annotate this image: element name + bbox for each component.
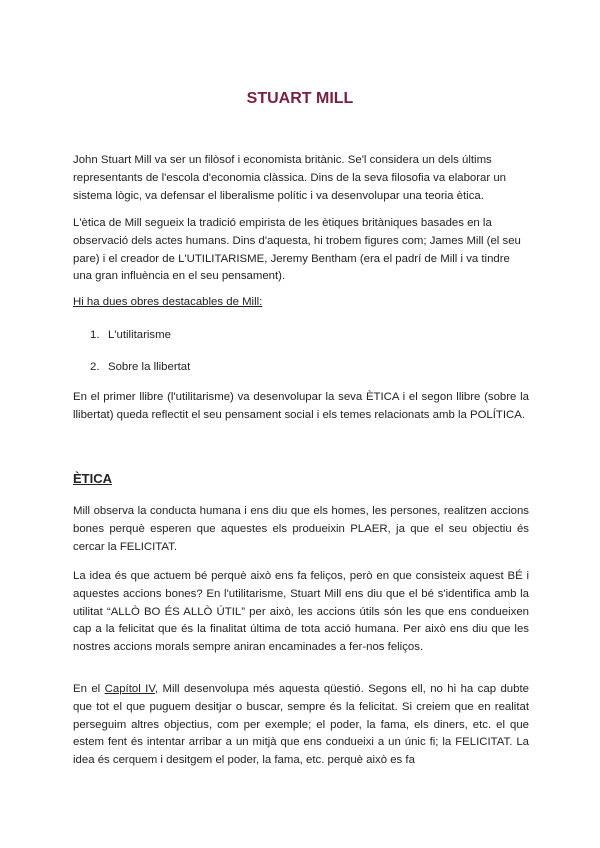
chapter-reference: Capítol IV bbox=[104, 683, 155, 695]
page-title: STUART MILL bbox=[246, 90, 354, 107]
intro-paragraph-1: John Stuart Mill va ser un filòsof i economista britànic. Se'l considera un dels últims representants de l'escola d'economia clàssica. Dins de la seva filosofia va elaborar un sistema lògic, va defensar el liberalisme polític i va desenvolupar una teoria ètica. bbox=[73, 154, 506, 202]
list-item-number: 1. bbox=[90, 329, 100, 341]
ethics-paragraph-2: La idea és que actuem bé perquè això ens fa feliços, però en que consisteix aquest BÉ i aquestes accions bones? En l'utilitarisme, Stuart Mill ens diu que el bé s'identifica amb la utilitat “ALLÒ BO ÉS ALLÒ ÚTIL” per això, les accions útils són les que ens condueixen cap a la felicitat que és la finalitat última de tota acció humana. Per això ens diu que les nostres accions morals sempre aniran encaminades a fer-nos feliços. bbox=[73, 570, 529, 654]
works-summary-paragraph: En el primer llibre (l'utilitarisme) va desenvolupar la seva ÈTICA i el segon llibre (sobre la llibertat) queda reflectit el seu pensament social i els temes relacionats amb la POLÍTICA. bbox=[73, 391, 529, 421]
section-heading-etica: ÈTICA bbox=[73, 471, 112, 486]
ethics-paragraph-1: Mill observa la conducta humana i ens diu que els homes, les persones, realitzen accions bones perquè esperen que aquestes els produeixin PLAER, ja que el seu objectiu és cercar la FELICITAT. bbox=[73, 505, 529, 553]
paragraph-text: , Mill desenvolupa més aquesta qüestió. Segons ell, no hi ha cap dubte que tot el que puguem desitjar o buscar, sempre és la felicitat. Si creiem que en realitat perseguim altres objectius, com per exemple; el poder, la fama, els diners, etc. el que estem fent és intentar arribar a un mitjà que ens condueixi a un únic fi; la FELICITAT. La idea és cerquem i desitgem el poder, la fama, etc. perquè això es fa bbox=[73, 683, 529, 767]
works-heading: Hi ha dues obres destacables de Mill: bbox=[73, 296, 263, 308]
ethics-paragraph-3 bbox=[73, 681, 529, 770]
list-item-number: 2. bbox=[90, 361, 100, 373]
list-item-label: Sobre la llibertat bbox=[108, 361, 191, 373]
intro-paragraph-2: L'ètica de Mill segueix la tradició empirista de les ètiques britàniques basades en la observació dels actes humans. Dins d'aquesta, hi trobem figures com; James Mill (el seu pare) i el creador de L'UTILITARISME, Jeremy Bentham (era el padrí de Mill i va tindre una gran influència en el seu pensament). bbox=[73, 217, 521, 283]
list-item bbox=[90, 327, 171, 345]
paragraph-text: En el bbox=[73, 683, 105, 695]
list-item-label: L'utilitarisme bbox=[108, 329, 171, 341]
list-item bbox=[90, 359, 190, 377]
